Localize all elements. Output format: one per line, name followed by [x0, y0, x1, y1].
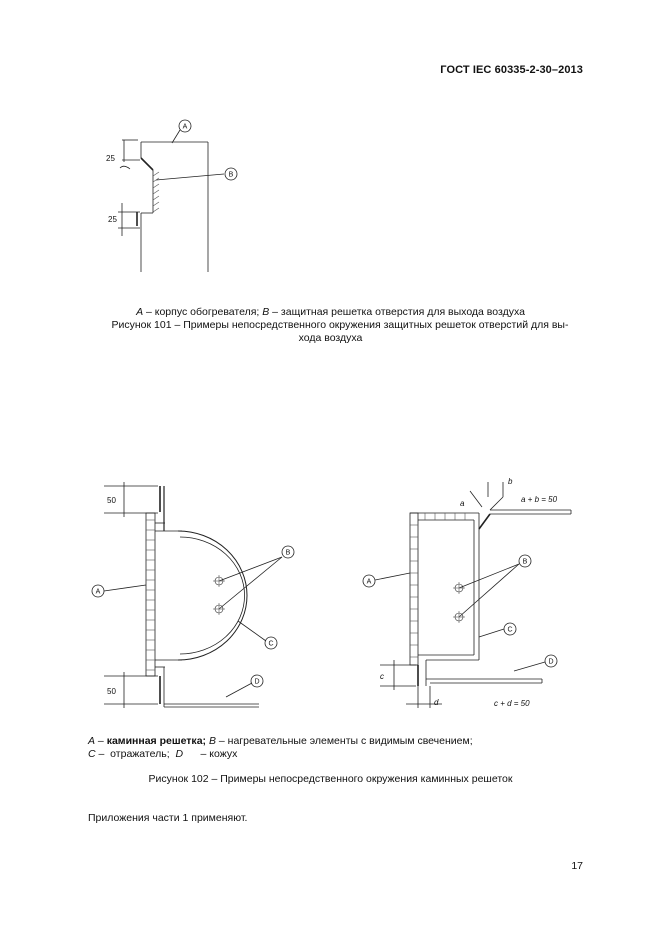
fig102r-dim-ab-rule: a + b = 50 — [521, 495, 558, 504]
legend-text-a: каминная решетка; — [106, 735, 207, 747]
figure-102-caption: Рисунок 102 – Примеры непосредственного окружения каминных решеток — [148, 773, 513, 785]
fig102r-grille-frame — [410, 513, 418, 665]
legend-key-b: B — [262, 306, 270, 318]
legend-dash: – — [95, 735, 107, 747]
figure-102-legend-line1 — [88, 735, 473, 748]
fig102l-dim-bottom: 50 — [107, 687, 116, 696]
fig101-label-a: A — [182, 123, 188, 131]
legend-key-c: C — [88, 748, 96, 760]
fig101-dim-bottom-label: 25 — [108, 215, 117, 224]
fig102l-label-c: C — [268, 640, 274, 648]
legend-text-a: – корпус обогревателя; — [143, 306, 263, 318]
figure-101-caption-line1: Рисунок 101 – Примеры непосредственного окружения защитных решеток отверстий для вы- — [111, 319, 569, 331]
fig102l-label-d: D — [254, 678, 260, 686]
fig102r-label-b: B — [522, 558, 528, 566]
legend-text-c: – отражатель; — [95, 748, 176, 760]
fig102r-dim-c: c — [380, 672, 384, 681]
fig102r-dim-a: a — [460, 499, 465, 508]
page-number: 17 — [571, 860, 583, 872]
fig102r-dim-cd-rule: c + d = 50 — [494, 699, 530, 708]
fig102r-label-c: C — [507, 626, 513, 634]
legend-key-d: D — [175, 748, 184, 760]
fig102r-label-a: A — [366, 578, 372, 586]
fig102r-dim-b: b — [508, 477, 513, 486]
fig101-dim-top-label: 25 — [106, 154, 115, 163]
legend-text-d: – кожух — [183, 748, 238, 760]
body-paragraph: Приложения части 1 применяют. — [88, 812, 248, 824]
fig102r-label-d: D — [548, 658, 554, 666]
fig102l-dim-top: 50 — [107, 496, 116, 505]
legend-key-b: B — [208, 735, 216, 747]
figure-101-caption-line2: хода воздуха — [298, 332, 363, 344]
fig102r-dim-d: d — [434, 698, 439, 707]
legend-key-a: A — [136, 306, 144, 318]
fig101-label-b: B — [228, 171, 234, 179]
fig102l-label-a: A — [95, 588, 101, 596]
fig102l-label-b: B — [285, 549, 291, 557]
document-standard-header: ГОСТ IEC 60335-2-30–2013 — [440, 64, 583, 76]
legend-text-b: – нагревательные элементы с видимым свечением; — [215, 735, 473, 747]
legend-text-b: – защитная решетка отверстия для выхода воздуха — [269, 306, 525, 318]
figure-102-legend-line2 — [88, 748, 237, 761]
legend-key-a: A — [88, 735, 96, 747]
